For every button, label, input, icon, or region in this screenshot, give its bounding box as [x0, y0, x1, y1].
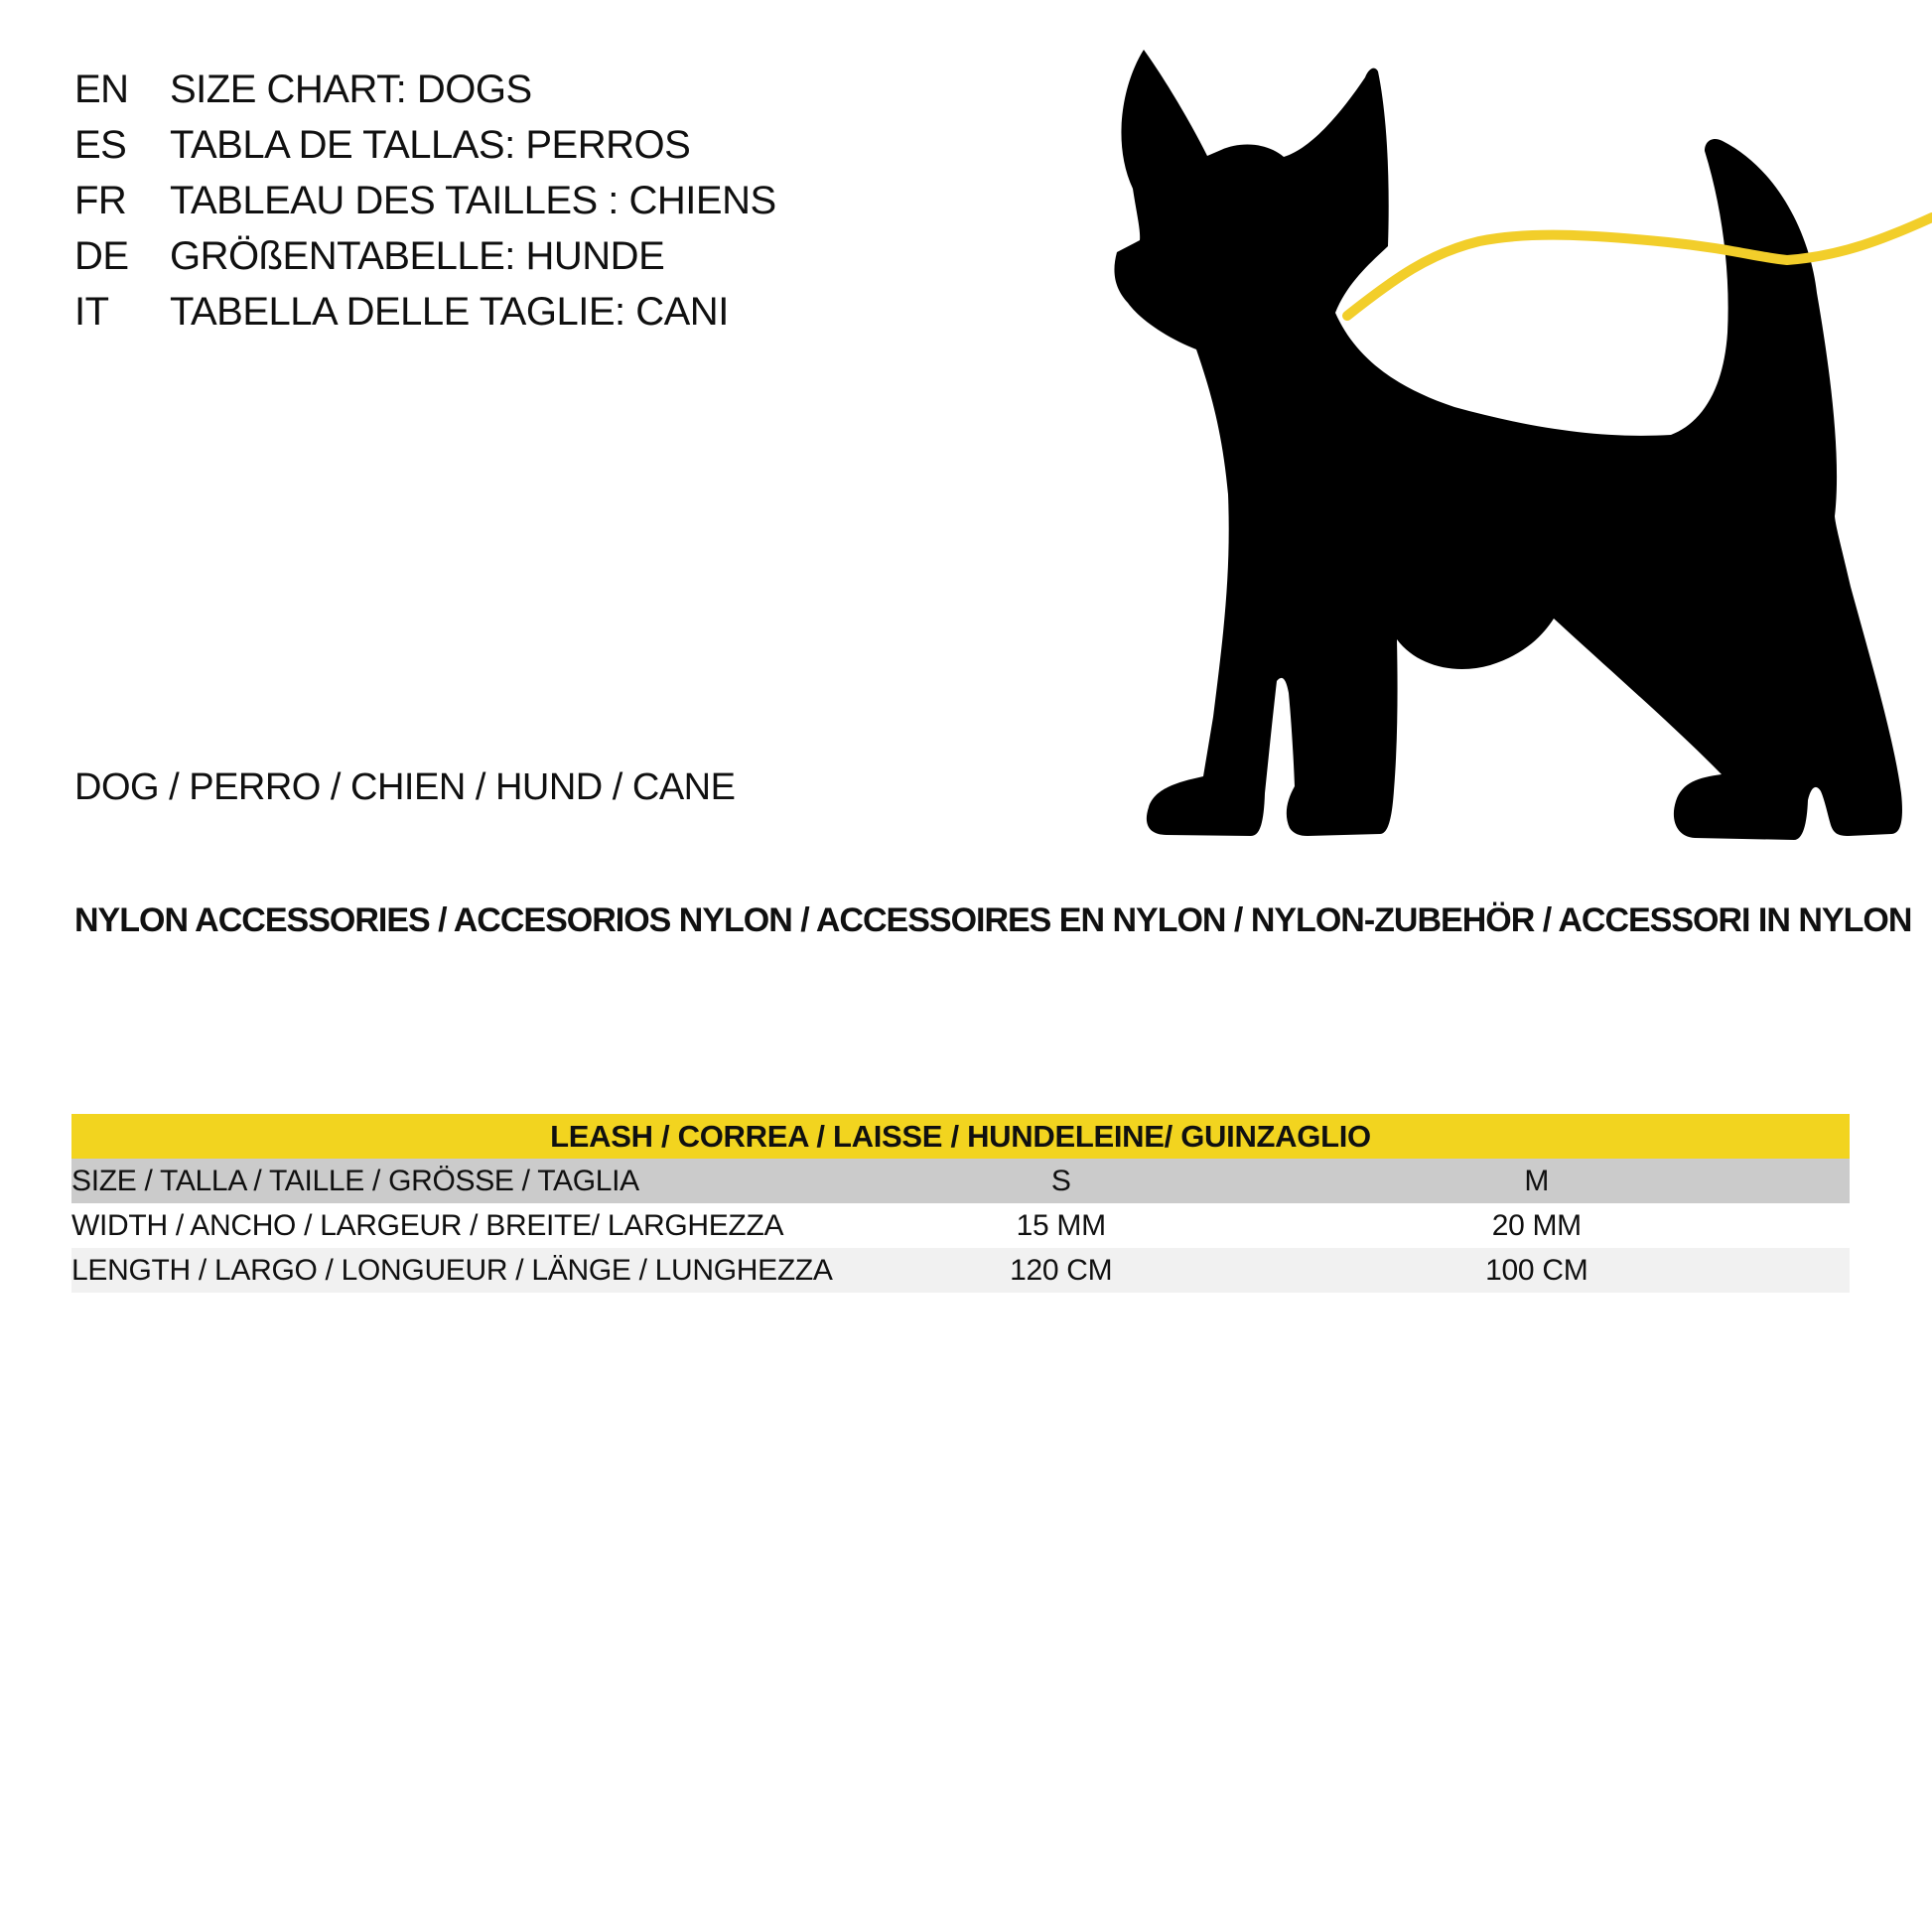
table-row-size [71, 1159, 1850, 1203]
lang-code: EN [74, 68, 129, 111]
size-s-value: S [1050, 1164, 1071, 1197]
length-s-value: 120 CM [1010, 1253, 1113, 1287]
table-row-width [71, 1203, 1850, 1248]
language-title-list [74, 62, 776, 340]
table-header: LEASH / CORREA / LAISSE / HUNDELEINE/ GUINZAGLIO [71, 1114, 1850, 1159]
title-row-fr [74, 173, 776, 228]
width-s-value: 15 MM [1016, 1208, 1106, 1242]
title-text: GRÖßENTABELLE: HUNDE [170, 234, 665, 278]
leash-line [1347, 217, 1932, 316]
row-label: WIDTH / ANCHO / LARGEUR / BREITE/ LARGHEZZA [71, 1208, 784, 1242]
row-label: LENGTH / LARGO / LONGUEUR / LÄNGE / LUNGHEZZA [71, 1253, 833, 1287]
dog-silhouette [1114, 50, 1902, 840]
table-header-row [71, 1114, 1850, 1159]
row-label: SIZE / TALLA / TAILLE / GRÖSSE / TAGLIA [71, 1164, 639, 1197]
title-row-de [74, 228, 776, 284]
size-m-value: M [1524, 1164, 1550, 1197]
title-row-it [74, 284, 776, 340]
title-text: TABELLA DELLE TAGLIE: CANI [170, 290, 729, 334]
dog-caption: DOG / PERRO / CHIEN / HUND / CANE [74, 766, 736, 808]
title-row-en [74, 62, 776, 117]
leash-size-table [71, 1114, 1850, 1293]
lang-code: DE [74, 234, 129, 278]
lang-code: FR [74, 179, 127, 222]
length-m-value: 100 CM [1485, 1253, 1588, 1287]
chihuahua-silhouette-graphic [1087, 30, 1932, 869]
table-row-length [71, 1248, 1850, 1293]
title-text: TABLA DE TALLAS: PERROS [170, 123, 691, 167]
width-m-value: 20 MM [1491, 1208, 1582, 1242]
materials-heading: NYLON ACCESSORIES / ACCESORIOS NYLON / ACCESSOIRES EN NYLON / NYLON-ZUBEHÖR / ACCESSORI IN NYLON [74, 901, 1912, 939]
title-row-es [74, 117, 776, 173]
lang-code: IT [74, 290, 109, 334]
title-text: SIZE CHART: DOGS [170, 68, 532, 111]
title-text: TABLEAU DES TAILLES : CHIENS [170, 179, 776, 222]
lang-code: ES [74, 123, 127, 167]
